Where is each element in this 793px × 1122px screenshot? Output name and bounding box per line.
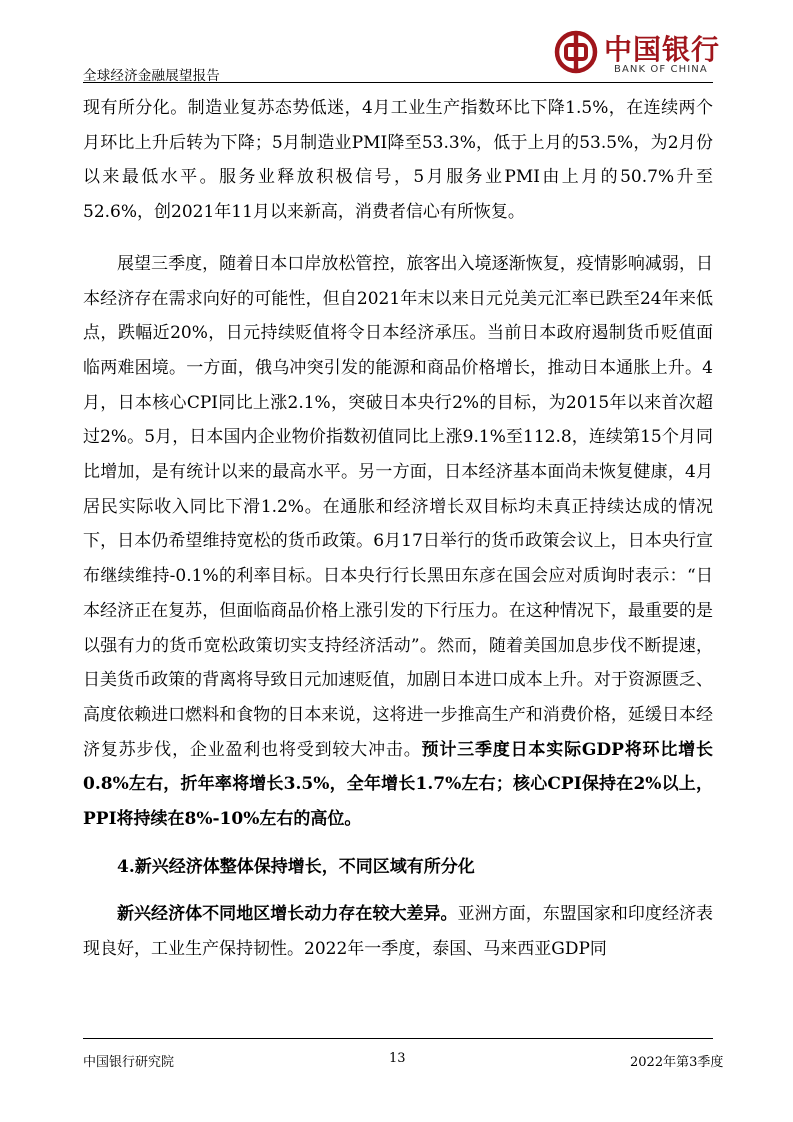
- bank-logo: [552, 28, 721, 82]
- section-heading: [83, 850, 713, 885]
- header-divider: [83, 82, 713, 83]
- report-title: 全球经济金融展望报告: [83, 68, 220, 84]
- paragraph-japan-outlook: [83, 247, 713, 837]
- bank-of-china-emblem-icon: [554, 30, 598, 74]
- paragraph-japan-industry: 现有所分化。制造业复苏态势低迷，4月工业生产指数环比下降1.5%，在连续两个月环比上升后转为下降；5月制造业PMI降至53.3%，低于上月的53.5%，为2月份以来最低水平。服务业释放积极信号，5月服务业PMI由上月的50.7%升至52.6%，创2021年11月以来新高，消费者信心有所恢复。: [83, 98, 713, 223]
- body-text: [83, 91, 713, 967]
- emerging-text: 亚洲方面，东盟国家和印度经济表现良好，工业生产保持韧性。2022年一季度，泰国、马来西亚GDP同: [83, 904, 714, 960]
- paragraph-emerging-economies: [83, 897, 713, 966]
- outlook-text: 展望三季度，随着日本口岸放松管控，旅客出入境逐渐恢复，疫情影响减弱，日本经济存在需求向好的可能性，但自2021年末以来日元兑美元汇率已跌至24年来低点，跌幅近20%，日元持续贬值将令日本经济承压。当前日本政府遏制货币贬值面临两难困境。一方面，俄乌冲突引发的能源和商品价格增长，推动日本通胀上升。4月，日本核心CPI同比上涨2.1%，突破日本央行2%的目标，为2015年以来首次超过2%。5月，日本国内企业物价指数初值同比上涨9.1%至112.8，连续第15个月同比增加，是有统计以来的最高水平。另一方面，日本经济基本面尚未恢复健康，4月居民实际收入同比下滑1.2%。在通胀和经济增长双目标均未真正持续达成的情况下，日本仍希望维持宽松的货币政策。6月17日举行的货币政策会议上，日本央行宣布继续维持-0.1%的利率目标。日本央行行长黑田东彦在国会应对质询时表示：“日本经济正在复苏，但面临商品价格上涨引发的下行压力。在这种情况下，最重要的是以强有力的货币宽松政策切实支持经济活动”。然而，随着美国加息步伐不断提速，日美货币政策的背离将导致日元加速贬值，加剧日本进口成本上升。对于资源匮乏、高度依赖进口燃料和食物的日本来说，这将进一步推高生产和消费价格，延缓日本经济复苏步伐，企业盈利也将受到较大冲击。: [83, 253, 713, 760]
- logo-chinese-name: 中国银行: [604, 33, 721, 66]
- footer-divider: [83, 1038, 713, 1039]
- outlook-forecast-bold: 预计三季度日本实际GDP将环比增长0.8%左右，折年率将增长3.5%，全年增长1.7%左右；核心CPI保持在2%以上，PPI将持续在8%-10%左右的高位。: [83, 739, 714, 830]
- logo-english-name: BANK OF CHINA: [614, 64, 708, 75]
- page-number: 13: [389, 1051, 406, 1066]
- footer-institute: 中国银行研究院: [83, 1055, 175, 1070]
- emerging-lead-bold: 新兴经济体不同地区增长动力存在较大差异。: [117, 904, 458, 925]
- section-heading-text: 4.新兴经济体整体保持增长，不同区域有所分化: [117, 856, 475, 877]
- footer-period: 2022年第3季度: [630, 1055, 724, 1070]
